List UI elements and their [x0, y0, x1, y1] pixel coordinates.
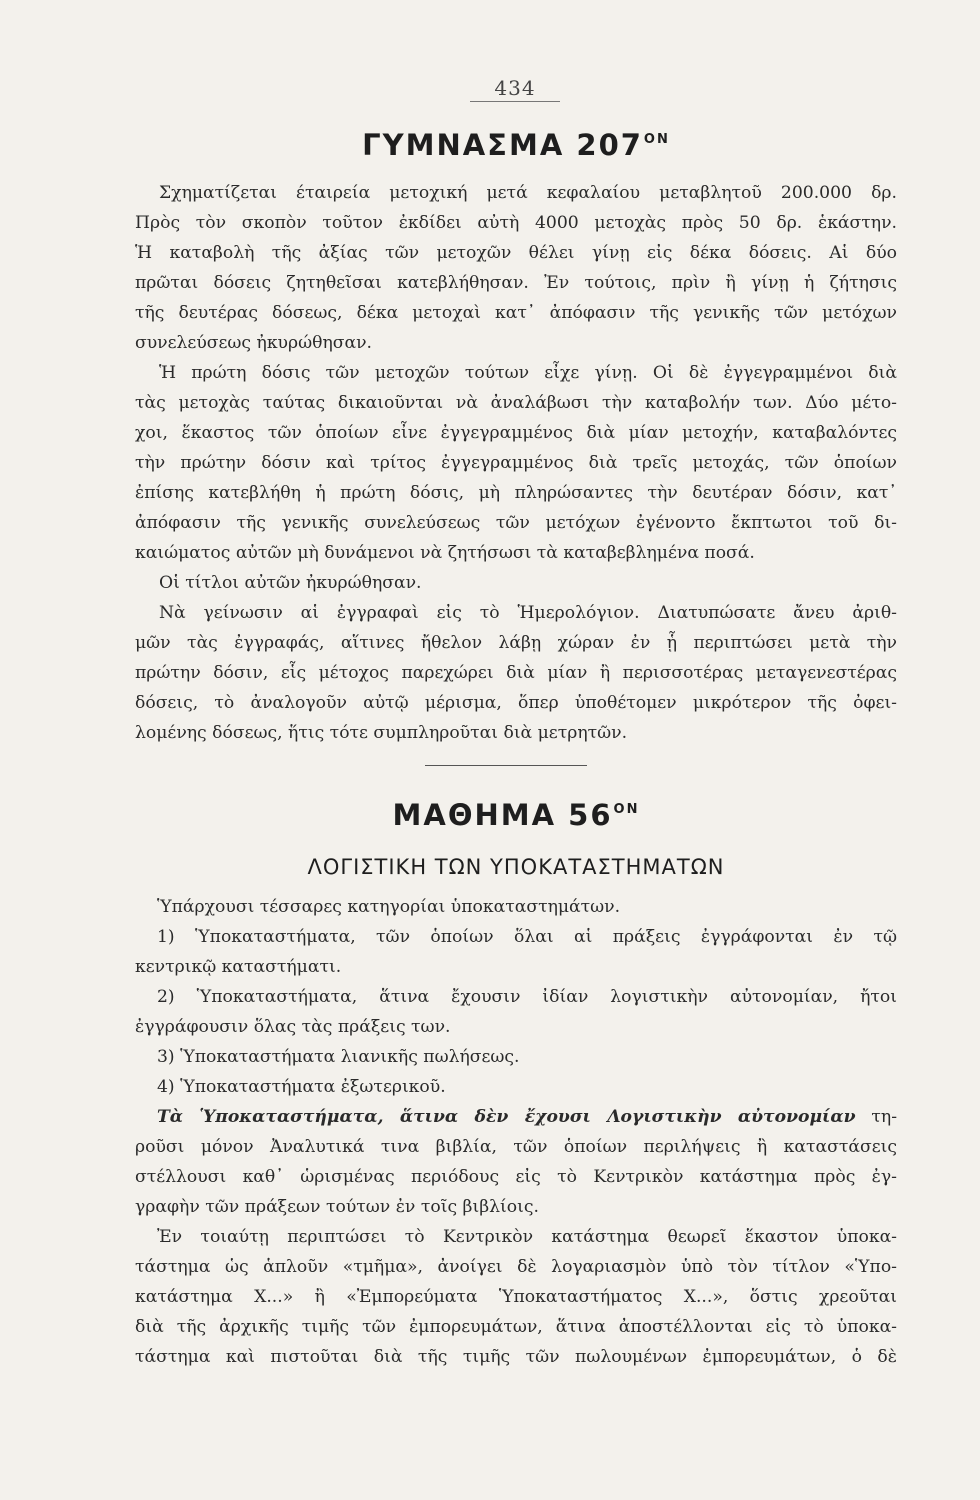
lesson-text: [135, 892, 897, 1372]
text-line: τὴν πρώτην δόσιν καὶ τρίτος ἐγγεγραμμένος διὰ τρεῖς μετοχάς, τῶν ὁποίων: [135, 453, 897, 473]
book-page: [135, 0, 897, 1500]
text-line: λομένης δόσεως, ἥτις τότε συμπληροῦται διὰ μετρητῶν.: [135, 723, 628, 743]
text-line: ἀπόφασιν τῆς γενικῆς συνελεύσεως τῶν μετόχων ἐγένοντο ἔκπτωτοι τοῦ δι-: [135, 513, 897, 533]
page-number-underline: [470, 101, 560, 102]
text-line: ἐγγράφουσιν ὅλας τὰς πράξεις των.: [135, 1017, 451, 1037]
text-line: στέλλουσι καθ᾽ ὡρισμένας περιόδους εἰς τὸ Κεντρικὸν κατάστημα πρὸς ἐγ-: [135, 1167, 897, 1187]
page-number: 434: [494, 76, 536, 100]
text-line: πρώτην δόσιν, εἷς μέτοχος παρεχώρει διὰ μίαν ἢ περισσοτέρας μεταγενεστέρας: [135, 663, 897, 683]
text-line: Σχηματίζεται έταιρεία μετοχική μετά κεφαλαίου μεταβλητοῦ 200.000 δρ.: [159, 183, 897, 203]
text-line: κεντρικῷ καταστήματι.: [135, 957, 342, 977]
exercise-heading-suffix: ΟΝ: [643, 132, 670, 147]
text-line: χοι, ἕκαστος τῶν ὁποίων εἶνε ἐγγεγραμμένος διὰ μίαν μετοχήν, καταβαλόντες: [135, 423, 897, 443]
text-line: συνελεύσεως ἠκυρώθησαν.: [135, 333, 373, 353]
text-line: τῆς δευτέρας δόσεως, δέκα μετοχαὶ κατ᾽ ἀπόφασιν τῆς γενικῆς τῶν μετόχων: [135, 303, 897, 323]
list-item-line: 4) Ὑποκαταστήματα ἐξωτερικοῦ.: [157, 1077, 446, 1097]
text-line: Ἐν τοιαύτῃ περιπτώσει τὸ Κεντρικὸν κατάστημα θεωρεῖ ἕκαστον ὑποκα-: [157, 1227, 897, 1247]
text-line: καιώματος αὐτῶν μὴ δυνάμενοι νὰ ζητήσωσι τὰ καταβεβλημένα ποσά.: [135, 543, 755, 563]
text-line: Οἱ τίτλοι αὐτῶν ἠκυρώθησαν.: [159, 573, 422, 593]
text-line: δόσεις, τὸ ἀναλογοῦν αὐτῷ μέρισμα, ὅπερ ὑποθέτομεν μικρότερον τῆς ὀφει-: [135, 693, 897, 713]
text-line: τάστημα ὡς ἁπλοῦν «τμῆμα», ἀνοίγει δὲ λογαριασμὸν ὑπὸ τὸν τίτλον «Ὑπο-: [135, 1257, 897, 1277]
text-line: ροῦσι μόνον Ἀναλυτικά τινα βιβλία, τῶν ὁποίων περιλήψεις ἢ καταστάσεις: [135, 1137, 897, 1157]
text-line: γραφὴν τῶν πράξεων τούτων ἐν τοῖς βιβλίοις.: [135, 1197, 539, 1217]
lesson-heading-suffix: ΟΝ: [613, 802, 640, 817]
list-item-line: 1) Ὑποκαταστήματα, τῶν ὁποίων ὅλαι αἱ πράξεις ἐγγράφονται ἐν τῷ: [157, 927, 897, 947]
text-line: Πρὸς τὸν σκοπὸν τοῦτον ἐκδίδει αὐτὴ 4000 μετοχὰς πρὸς 50 δρ. ἑκάστην.: [135, 213, 897, 233]
text-line: Ἡ πρώτη δόσις τῶν μετοχῶν τούτων εἶχε γίνῃ. Οἱ δὲ ἐγγεγραμμένοι διὰ: [159, 363, 897, 383]
text-line: κατάστημα Χ...» ἢ «Ἐμπορεύματα Ὑποκαταστήματος Χ...», ὅστις χρεοῦται: [135, 1287, 897, 1307]
lesson-subtitle: ΛΟΓΙΣΤΙΚΗ ΤΩΝ ΥΠΟΚΑΤΑΣΤΗΜΑΤΩΝ: [307, 855, 725, 879]
text-line: τάστημα καὶ πιστοῦται διὰ τῆς τιμῆς τῶν πωλουμένων ἐμπορευμάτων, ὁ δὲ: [135, 1347, 897, 1367]
text-line: τὰς μετοχὰς ταύτας δικαιοῦνται νὰ ἀναλάβωσι τὴν καταβολήν των. Δύο μέτο-: [135, 393, 897, 413]
exercise-heading-text: ΓΥΜΝΑΣΜΑ 207: [362, 128, 643, 162]
lesson-heading-text: ΜΑΘΗΜΑ 56: [392, 798, 613, 832]
text-line: Νὰ γείνωσιν αἱ ἐγγραφαὶ εἰς τὸ Ἡμερολόγιον. Διατυπώσατε ἄνευ ἀριθ-: [159, 603, 897, 623]
lesson-heading: [135, 798, 897, 832]
text-line: Ὑπάρχουσι τέσσαρες κατηγορίαι ὑποκαταστημάτων.: [157, 897, 621, 917]
text-line: Ἡ καταβολὴ τῆς ἀξίας τῶν μετοχῶν θέλει γίνῃ εἰς δέκα δόσεις. Αἱ δύο: [135, 243, 897, 263]
list-item-line: 2) Ὑποκαταστήματα, ἅτινα ἔχουσιν ἰδίαν λογιστικὴν αὐτονομίαν, ἤτοι: [157, 987, 897, 1007]
text-line: ἐπίσης κατεβλήθη ἡ πρώτη δόσις, μὴ πληρώσαντες τὴν δευτέραν δόσιν, κατ᾽: [135, 483, 897, 503]
bold-lead-tail: τη-: [855, 1107, 897, 1127]
exercise-text: [135, 178, 897, 748]
bold-lead-text: Τὰ Ὑποκαταστήματα, ἅτινα δὲν ἔχουσι Λογιστικὴν αὐτονομίαν: [157, 1107, 856, 1127]
text-line: μῶν τὰς ἐγγραφάς, αἵτινες ἤθελον λάβῃ χώραν ἐν ᾗ περιπτώσει μετὰ τὴν: [135, 633, 897, 653]
bold-lead-line: [135, 1102, 897, 1132]
list-item-line: 3) Ὑποκαταστήματα λιανικῆς πωλήσεως.: [157, 1047, 520, 1067]
section-divider: [425, 765, 587, 766]
exercise-heading: [135, 128, 897, 162]
text-line: πρῶται δόσεις ζητηθεῖσαι κατεβλήθησαν. Ἐν τούτοις, πρὶν ἢ γίνῃ ἡ ζήτησις: [135, 273, 897, 293]
text-line: διὰ τῆς ἀρχικῆς τιμῆς τῶν ἐμπορευμάτων, ἅτινα ἀποστέλλονται εἰς τὸ ὑποκα-: [135, 1317, 897, 1337]
